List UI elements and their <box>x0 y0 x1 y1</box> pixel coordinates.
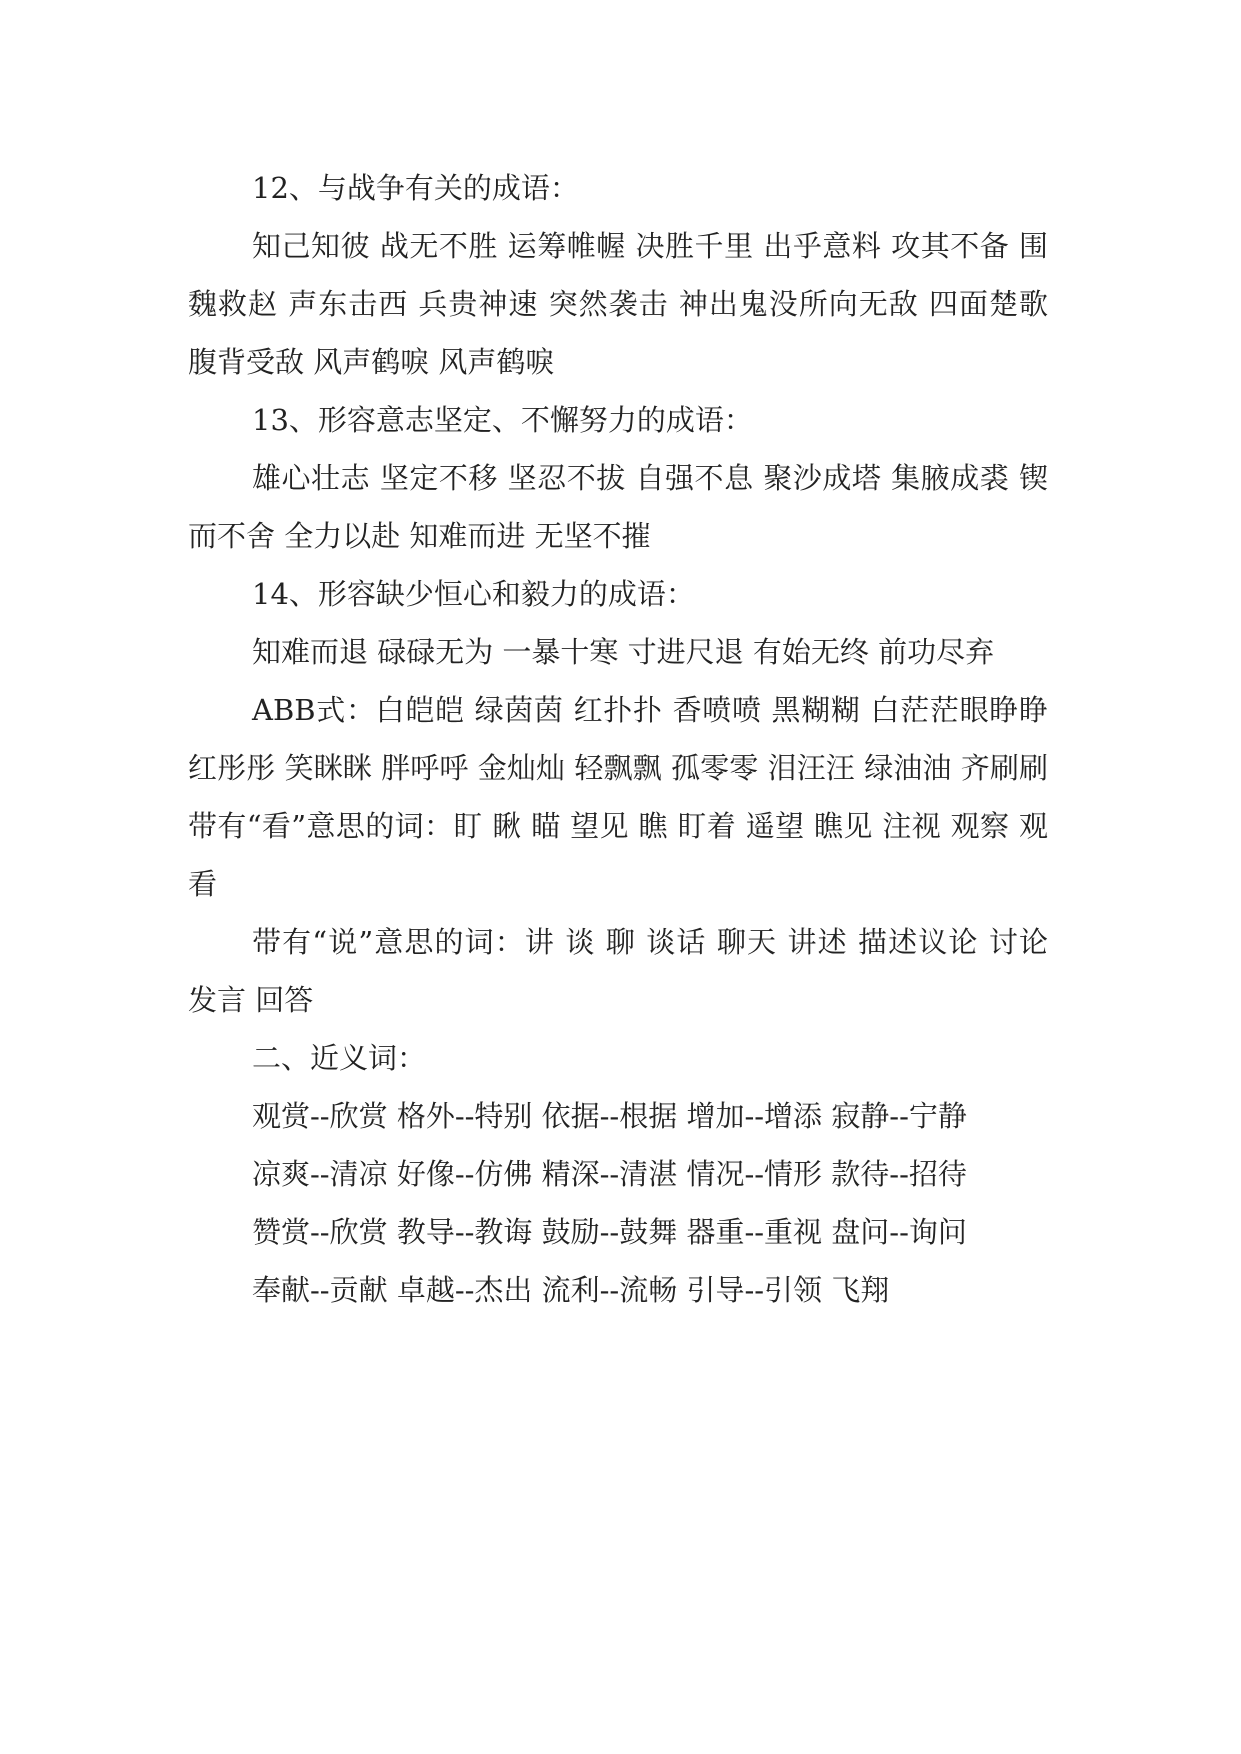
heading-lack-perseverance-idioms: 14、形容缺少恒心和毅力的成语： <box>252 577 695 611</box>
paragraph-synonyms-4: 奉献--贡献 卓越--杰出 流利--流畅 引导--引领 飞翔 <box>252 1273 890 1307</box>
heading-synonyms: 二、近义词： <box>252 1041 427 1075</box>
paragraph-synonyms-1: 观赏--欣赏 格外--特别 依据--根据 增加--增添 寂静--宁静 <box>252 1099 967 1133</box>
paragraph-determination-idioms: 雄心壮志 坚定不移 坚忍不拔 自强不息 聚沙成塔 集腋成裘 锲而不舍 全力以赴 知难而进 无坚不摧 <box>188 461 1048 553</box>
paragraph-lack-perseverance-idioms: 知难而退 碌碌无为 一暴十寒 寸进尺退 有始无终 前功尽弃 <box>252 635 995 669</box>
paragraph-abb-words: ABB式：白皑皑 绿茵茵 红扑扑 香喷喷 黑糊糊 白茫茫眼睁睁 红彤彤 笑眯眯 胖呼呼 金灿灿 轻飘飘 孤零零 泪汪汪 绿油油 齐刷刷 带有“看”意思的词：盯 瞅 瞄 望见 瞧 盯着 遥望 瞧见 注视 观察 观看 <box>188 693 1048 901</box>
paragraph-synonyms-2: 凉爽--清凉 好像--仿佛 精深--清湛 情况--情形 款待--招待 <box>252 1157 967 1191</box>
heading-determination-idioms: 13、形容意志坚定、不懈努力的成语： <box>252 403 753 437</box>
heading-war-idioms: 12、与战争有关的成语： <box>252 171 579 205</box>
paragraph-speak-words: 带有“说”意思的词：讲 谈 聊 谈话 聊天 讲述 描述议论 讨论 发言 回答 <box>188 925 1048 1017</box>
document-body <box>188 159 1048 1319</box>
paragraph-war-idioms: 知己知彼 战无不胜 运筹帷幄 决胜千里 出乎意料 攻其不备 围魏救赵 声东击西 兵贵神速 突然袭击 神出鬼没所向无敌 四面楚歌 腹背受敌 风声鹤唳 风声鹤唳 <box>188 229 1048 379</box>
paragraph-synonyms-3: 赞赏--欣赏 教导--教诲 鼓励--鼓舞 器重--重视 盘问--询问 <box>252 1215 967 1249</box>
